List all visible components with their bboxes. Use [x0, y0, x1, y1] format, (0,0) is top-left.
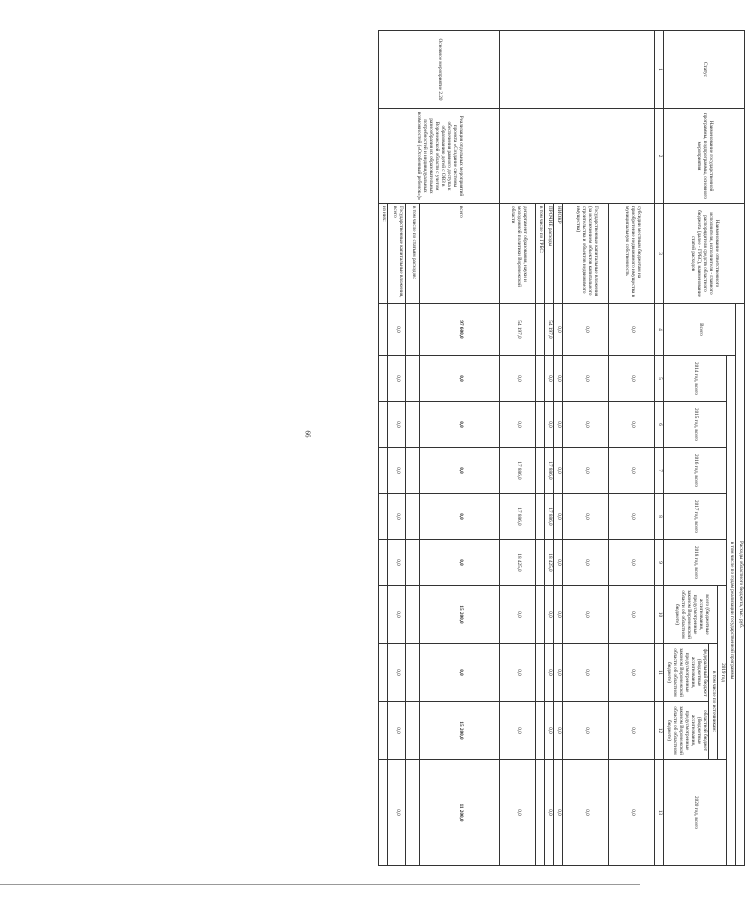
col-num: 6 [655, 402, 664, 448]
status-cell [500, 31, 655, 109]
col-num: 9 [655, 540, 664, 586]
col-num: 1 [655, 31, 664, 109]
row-label: Государственные капитальные вложения, всего [388, 204, 406, 304]
value-cell: 18 425,0 [500, 540, 536, 586]
value-cell [379, 760, 388, 866]
budget-table [378, 30, 745, 866]
value-cell: 15 200,0 [420, 586, 500, 644]
value-cell: 0,0 [563, 586, 609, 644]
value-cell: 0,0 [388, 540, 406, 586]
header-2019-all: всего (бюджетные ассигнования, предусмотренные законом Воронежской области об областном бюджете) [664, 586, 718, 644]
value-cell [536, 494, 545, 540]
value-cell: 0,0 [554, 356, 563, 402]
value-cell [406, 644, 420, 702]
value-cell [379, 702, 388, 760]
header-2018: 2018 год, всего [664, 540, 727, 586]
row-label: в том числе по ГРБС: [536, 204, 545, 304]
value-cell [406, 304, 420, 356]
value-cell: 0,0 [554, 644, 563, 702]
value-cell: 0,0 [500, 356, 536, 402]
value-cell: 0,0 [554, 702, 563, 760]
value-cell: 0,0 [388, 448, 406, 494]
value-cell: 0,0 [388, 760, 406, 866]
value-cell [536, 760, 545, 866]
value-cell: 0,0 [420, 402, 500, 448]
value-cell [379, 540, 388, 586]
header-federal: федеральный бюджет (бюджетные ассигнования, предусмотренные законом Воронежской области об областном бюджете) [664, 644, 708, 702]
value-cell: 0,0 [563, 494, 609, 540]
value-cell: 97 600,0 [420, 304, 500, 356]
col-number-row [655, 31, 664, 866]
value-cell: 0,0 [388, 644, 406, 702]
value-cell: 54 197,0 [545, 304, 554, 356]
value-cell: 0,0 [563, 644, 609, 702]
value-cell: 0,0 [563, 356, 609, 402]
header-2019: 2019 год [718, 586, 727, 760]
value-cell [536, 448, 545, 494]
col-num: 2 [655, 109, 664, 204]
value-cell: 0,0 [609, 760, 655, 866]
col-num: 5 [655, 356, 664, 402]
header-status: Статус [664, 31, 745, 109]
col-num: 10 [655, 586, 664, 644]
value-cell [536, 540, 545, 586]
value-cell: 0,0 [388, 402, 406, 448]
value-cell [536, 402, 545, 448]
value-cell: 0,0 [388, 356, 406, 402]
header-expenses: Расходы областного бюджета, тыс. руб. [736, 304, 745, 866]
value-cell [406, 356, 420, 402]
value-cell: 0,0 [420, 356, 500, 402]
value-cell [406, 494, 420, 540]
value-cell: 0,0 [563, 760, 609, 866]
value-cell: 17 886,0 [500, 494, 536, 540]
row-label: субсидии местным бюджетам на приобретение недвижимого имущества в муниципальную собственность [609, 204, 655, 304]
value-cell [379, 448, 388, 494]
row-label: в том числе по статьям расходов: [406, 204, 420, 304]
value-cell [536, 644, 545, 702]
col-num: 13 [655, 760, 664, 866]
value-cell: 0,0 [420, 448, 500, 494]
value-cell: 0,0 [420, 494, 500, 540]
value-cell: 0,0 [554, 760, 563, 866]
value-cell: 0,0 [554, 494, 563, 540]
value-cell: 0,0 [563, 402, 609, 448]
value-cell: 0,0 [388, 304, 406, 356]
value-cell [536, 356, 545, 402]
header-2017: 2017 год, всего [664, 494, 727, 540]
value-cell: 54 197,0 [500, 304, 536, 356]
value-cell [379, 402, 388, 448]
value-cell: 0,0 [420, 540, 500, 586]
header-by-years: в том числе по годам реализации государственной программы [727, 356, 736, 866]
value-cell: 0,0 [609, 402, 655, 448]
value-cell: 0,0 [609, 540, 655, 586]
value-cell [406, 448, 420, 494]
value-cell: 0,0 [609, 644, 655, 702]
value-cell: 0,0 [563, 304, 609, 356]
value-cell: 0,0 [563, 702, 609, 760]
header-program: Наименование государственной программы, подпрограммы, основного мероприятия [664, 109, 745, 204]
value-cell: 0,0 [563, 540, 609, 586]
table-row [420, 31, 500, 866]
value-cell [379, 494, 388, 540]
value-cell [379, 644, 388, 702]
header-2020: 2020 год, всего [664, 760, 727, 866]
header-executor: Наименование ответственного исполнителя, исполнителя - главного распорядителя средств областного бюджета (далее - ГРБС), наименование статей расходов [664, 204, 745, 304]
value-cell: 0,0 [545, 760, 554, 866]
value-cell: 0,0 [554, 586, 563, 644]
row-label: Государственные капитальные вложения (за исключением объектов капитального строительства и объектов недвижимого имущества) [563, 204, 609, 304]
value-cell: 0,0 [500, 644, 536, 702]
value-cell [406, 402, 420, 448]
value-cell: 0,0 [388, 494, 406, 540]
value-cell [536, 304, 545, 356]
row-label: из них: [379, 204, 388, 304]
value-cell: 0,0 [545, 644, 554, 702]
col-num: 3 [655, 204, 664, 304]
header-regional: областной бюджет (бюджетные ассигнования, предусмотренные законом Воронежской области об областном бюджете) [666, 706, 709, 755]
header-total: Всего [664, 304, 736, 356]
value-cell [406, 760, 420, 866]
value-cell [379, 304, 388, 356]
value-cell: 0,0 [545, 402, 554, 448]
value-cell: 0,0 [609, 304, 655, 356]
col-num: 7 [655, 448, 664, 494]
table-row [609, 31, 655, 866]
row-label: НИОКР [554, 204, 563, 304]
row-label: всего [420, 204, 500, 304]
value-cell: 0,0 [545, 702, 554, 760]
col-num: 4 [655, 304, 664, 356]
value-cell: 0,0 [609, 586, 655, 644]
value-cell: 0,0 [388, 586, 406, 644]
header-sources-cell [664, 644, 718, 760]
value-cell: 0,0 [554, 448, 563, 494]
header-2014: 2014 год, всего [664, 356, 727, 402]
main-event-name: Реализация отдельных мероприятий проекта «Создание системы обеспечения равного доступа к образованию детей с ОВЗ в Воронежской области с учетом разнообразия их образовательных потребностей и индивидуальных возможностей («Особенный ребенок»)» [379, 109, 500, 204]
value-cell: 0,0 [554, 540, 563, 586]
main-event-status: Основное мероприятие 2.20 [379, 31, 500, 109]
table-body [379, 31, 655, 866]
value-cell: 18 425,0 [545, 540, 554, 586]
col-num: 11 [655, 644, 664, 702]
value-cell: 0,0 [420, 644, 500, 702]
page-number: 66 [303, 430, 312, 438]
value-cell: 11 200,0 [420, 760, 500, 866]
value-cell: 0,0 [500, 760, 536, 866]
value-cell: 0,0 [609, 494, 655, 540]
col-num: 12 [655, 702, 664, 760]
header-by-sources: в том числе по источникам: [708, 644, 717, 759]
value-cell [379, 356, 388, 402]
value-cell: 0,0 [563, 448, 609, 494]
value-cell: 17 886,0 [545, 448, 554, 494]
value-cell: 0,0 [609, 356, 655, 402]
value-cell: 15 200,0 [420, 702, 500, 760]
value-cell [406, 702, 420, 760]
value-cell: 0,0 [500, 402, 536, 448]
value-cell: 0,0 [554, 402, 563, 448]
value-cell: 0,0 [609, 702, 655, 760]
value-cell [406, 540, 420, 586]
header-2016: 2016 год, всего [664, 448, 727, 494]
row-label: департамент образования, науки и молодежной политики Воронежской области [500, 204, 536, 304]
value-cell: 0,0 [545, 356, 554, 402]
program-cell [500, 109, 655, 204]
value-cell [536, 702, 545, 760]
value-cell: 0,0 [609, 448, 655, 494]
rotated-sheet [240, 30, 745, 865]
value-cell: 0,0 [500, 586, 536, 644]
value-cell [406, 586, 420, 644]
value-cell [536, 586, 545, 644]
col-num: 8 [655, 494, 664, 540]
value-cell: 0,0 [545, 586, 554, 644]
value-cell: 0,0 [554, 304, 563, 356]
value-cell: 17 886,0 [545, 494, 554, 540]
scan-edge-line [0, 884, 640, 885]
value-cell: 17 886,0 [500, 448, 536, 494]
value-cell: 0,0 [500, 702, 536, 760]
header-2015: 2015 год, всего [664, 402, 727, 448]
row-label: ПРОЧИЕ расходы [545, 204, 554, 304]
value-cell [379, 586, 388, 644]
value-cell: 0,0 [388, 702, 406, 760]
